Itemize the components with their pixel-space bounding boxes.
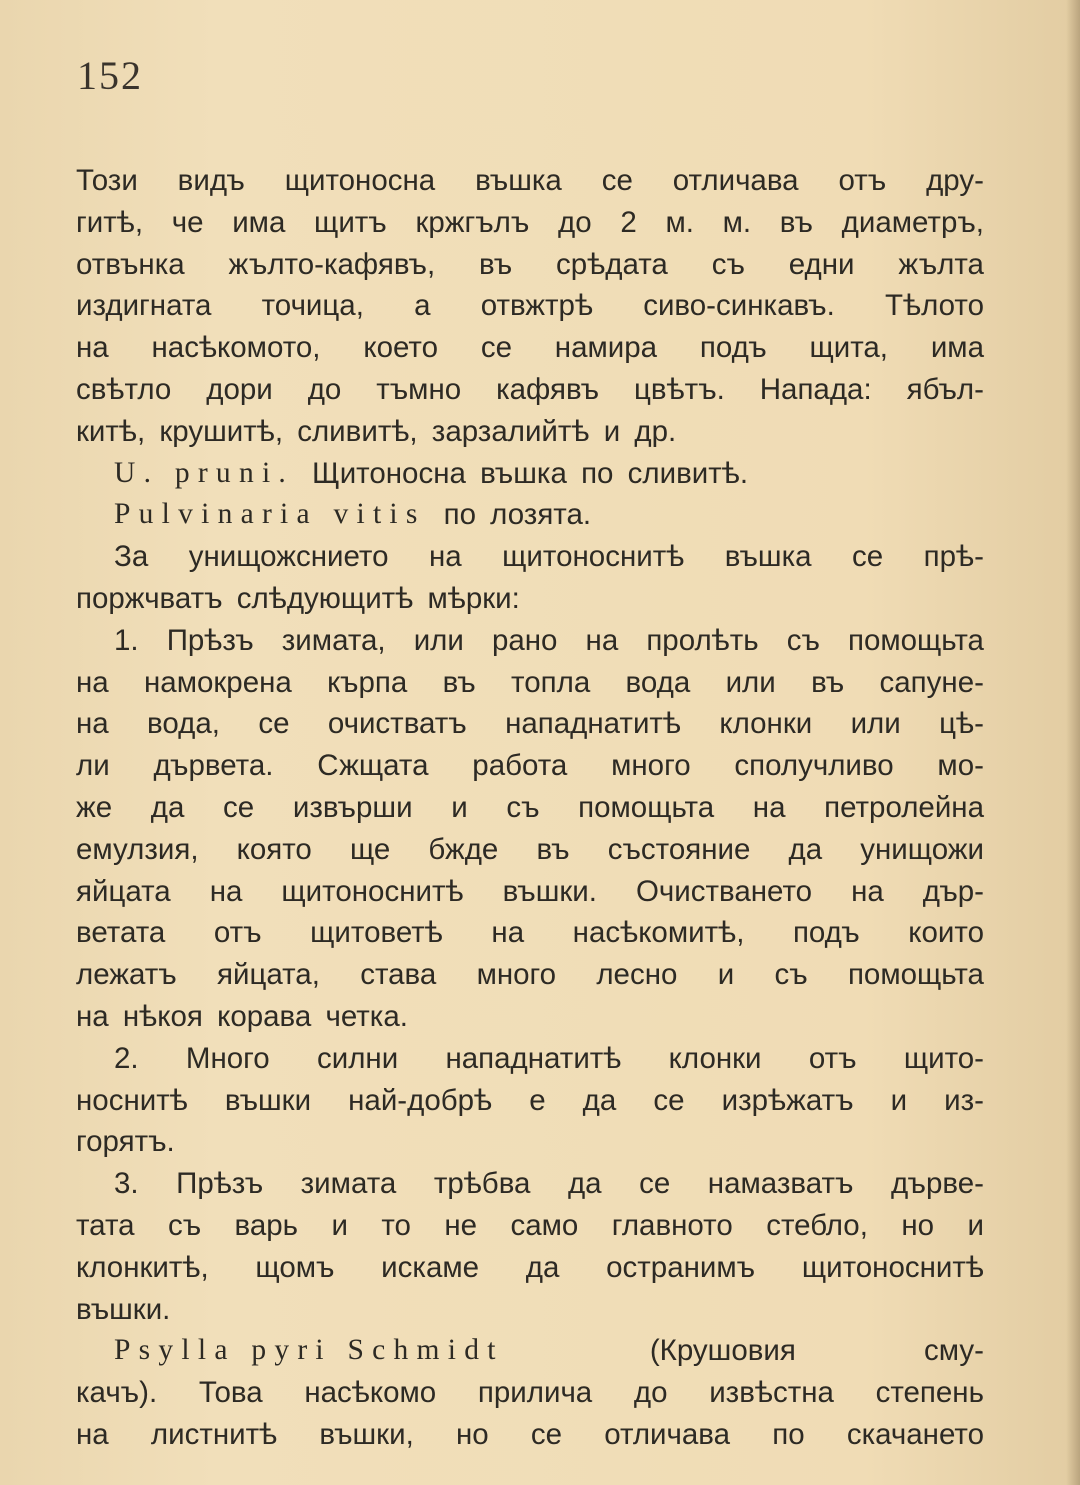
word: подъ (699, 331, 767, 365)
word: се (530, 1417, 563, 1451)
text-line (76, 787, 984, 829)
word: кржгълъ (415, 205, 530, 239)
line-text: Щитоносна въшка по сливитѣ. (312, 456, 749, 490)
word: лежатъ (76, 958, 177, 992)
word: точица, (261, 289, 364, 323)
word: съ (167, 1208, 202, 1242)
word: нападнатитѣ (445, 1041, 622, 1075)
word: е (529, 1083, 546, 1117)
word: на (76, 1417, 109, 1451)
word: намира (554, 331, 658, 365)
text-line (76, 494, 984, 536)
word: съ (506, 790, 540, 824)
word: съ (786, 623, 820, 657)
word: които (908, 916, 984, 950)
word: кърпа (327, 665, 408, 699)
text-line (76, 1372, 984, 1414)
word: силни (316, 1041, 399, 1075)
word: извърши (292, 790, 413, 824)
word: щитоноснитѣ (502, 540, 685, 574)
word: само (510, 1208, 579, 1242)
word: отъ (808, 1041, 857, 1075)
word: Много (185, 1041, 270, 1075)
word: щитъ (314, 205, 387, 239)
text-line (76, 620, 984, 662)
word: се (639, 1167, 671, 1201)
word: до (558, 205, 592, 239)
word: мо- (937, 749, 984, 783)
word: се (258, 707, 290, 741)
word: въ (779, 205, 813, 239)
word: насѣкомо (304, 1376, 437, 1410)
word: има (232, 205, 286, 239)
text-line (76, 453, 984, 495)
word: очистватъ (327, 707, 467, 741)
word: извѣстна (709, 1376, 834, 1410)
word: тъмно (376, 372, 462, 406)
word: дру- (926, 164, 984, 197)
latin-name: U. pruni. (114, 456, 295, 489)
page-number: 152 (77, 53, 143, 98)
word: да (582, 1083, 617, 1117)
word: въшки. (502, 874, 597, 908)
text-line (76, 996, 984, 1038)
word: бжде (428, 832, 499, 866)
latin-name: Pulvinaria vitis (114, 498, 426, 531)
word: жълто-кафявъ, (228, 247, 436, 281)
word: насѣкомото, (151, 331, 321, 365)
word: стебло, (766, 1208, 868, 1242)
word: сполучливо (734, 749, 894, 783)
word: жълта (898, 247, 984, 281)
text-line (76, 1330, 984, 1372)
word: м. (722, 205, 752, 239)
line-text: по лозята. (443, 498, 592, 532)
text-line (76, 1289, 984, 1331)
word: да (788, 832, 823, 866)
text-line (76, 369, 984, 411)
word: Прѣзъ (166, 623, 254, 657)
word: намазватъ (707, 1167, 854, 1201)
word: же (76, 790, 113, 824)
word: издигната (76, 289, 212, 323)
word: най-добрѣ (348, 1083, 493, 1117)
word: Прѣзъ (176, 1167, 264, 1201)
text-line (76, 745, 984, 787)
word: която (236, 832, 312, 866)
word: нападнатитѣ (505, 707, 682, 741)
word: въ (442, 665, 476, 699)
word: изрѣжатъ (721, 1083, 854, 1117)
word: листнитѣ (150, 1417, 278, 1451)
word: или (725, 665, 776, 699)
word: лесно (596, 958, 678, 992)
word: варь (234, 1208, 299, 1242)
text-line (76, 411, 984, 453)
word: на (428, 540, 462, 574)
word: отвънка (76, 247, 185, 281)
word: ветата (76, 916, 166, 950)
word: ли (76, 749, 110, 783)
word: и (331, 1208, 348, 1242)
word: щитоноснитѣ (281, 874, 464, 908)
word: цѣ- (939, 707, 984, 741)
text-line (76, 1414, 984, 1456)
word: въшка (724, 540, 812, 574)
word: (Крушовия (649, 1334, 796, 1368)
word: видъ (177, 164, 245, 197)
word: клонки (668, 1041, 762, 1075)
word: Сжщата (317, 749, 429, 783)
text-line (76, 1038, 984, 1080)
word: на (752, 790, 786, 824)
word: яйцата, (217, 958, 320, 992)
word: на (585, 623, 619, 657)
word: отъ (838, 164, 887, 197)
word: да (567, 1167, 602, 1201)
word: а (414, 289, 431, 323)
word: диаметръ, (841, 205, 984, 239)
word: трѣбва (433, 1167, 531, 1201)
word: по (772, 1417, 805, 1451)
word: отличава (604, 1417, 731, 1451)
word: щито- (903, 1041, 984, 1075)
word: остранимъ (606, 1250, 756, 1284)
word: на (491, 916, 525, 950)
word: да (150, 790, 185, 824)
word: дър- (922, 874, 984, 908)
word: много (476, 958, 557, 992)
word: насѣкомитѣ, (572, 916, 745, 950)
line-text: горятъ. (76, 1125, 175, 1159)
word: прѣ- (923, 540, 984, 574)
word: се (480, 331, 512, 365)
word: на (851, 874, 884, 908)
word: състояние (607, 832, 751, 866)
word: отвжтрѣ (480, 289, 594, 323)
text-line (76, 871, 984, 913)
word: или (850, 707, 901, 741)
word: рано (491, 623, 558, 657)
word: до (307, 372, 342, 406)
text-line (76, 244, 984, 286)
text-line (76, 160, 984, 202)
word: до (633, 1376, 668, 1410)
word: дори (206, 372, 273, 406)
word: носнитѣ (76, 1083, 188, 1117)
word: щитоноснитѣ (801, 1250, 984, 1284)
word: на (76, 665, 109, 699)
text-line (76, 202, 984, 244)
word: 2. (114, 1041, 139, 1075)
word: съ (774, 958, 808, 992)
word: вода (625, 665, 691, 699)
word: но (901, 1208, 935, 1242)
word: и (717, 958, 735, 992)
word: цвѣтъ. (634, 372, 725, 406)
word: скачането (846, 1417, 984, 1451)
word: се (223, 790, 255, 824)
word: срѣдата (556, 247, 668, 281)
text-line (76, 1247, 984, 1289)
word: степень (875, 1376, 984, 1410)
word: сиво-синкавъ. (643, 289, 835, 323)
word: едни (788, 247, 855, 281)
word: не (444, 1208, 478, 1242)
word: отъ (213, 916, 262, 950)
line-text: поржчватъ слѣдующитѣ мѣрки: (76, 581, 520, 615)
word: намокрена (144, 665, 292, 699)
line-text: китѣ, крушитѣ, сливитѣ, зарзалийтѣ и др. (76, 414, 677, 448)
word: прилича (477, 1376, 593, 1410)
word: гитѣ, (76, 205, 144, 239)
word: въшки (224, 1083, 312, 1117)
word: свѣтло (76, 372, 172, 406)
text-line (76, 1080, 984, 1122)
word: но (455, 1417, 489, 1451)
word: топла (511, 665, 591, 699)
word: петролейна (824, 790, 984, 824)
word: помощьта (578, 790, 715, 824)
word: 1. (114, 623, 139, 657)
word: из- (944, 1083, 984, 1117)
latin-name: Psylla pyri Schmidt (114, 1334, 504, 1367)
word: главното (611, 1208, 733, 1242)
word: яйцата (76, 874, 171, 908)
word: дърве- (890, 1167, 984, 1201)
word: За (114, 540, 149, 574)
word: въ (479, 247, 513, 281)
word: искаме (381, 1250, 480, 1284)
word: помощьта (847, 623, 984, 657)
word: вода, (147, 707, 220, 741)
word: и (890, 1083, 908, 1117)
text-line (76, 954, 984, 996)
word: то (381, 1208, 411, 1242)
word: въ (536, 832, 570, 866)
word: много (611, 749, 691, 783)
text-line (76, 285, 984, 327)
text-line (76, 912, 984, 954)
word: помощьта (847, 958, 984, 992)
word: което (363, 331, 438, 365)
word: се (601, 164, 633, 197)
word: 3. (114, 1167, 139, 1201)
word: се (852, 540, 884, 574)
text-line (76, 327, 984, 369)
word: сапуне- (879, 665, 984, 699)
word: щитоветѣ (310, 916, 443, 950)
word: работа (472, 749, 568, 783)
word: щита, (809, 331, 888, 365)
word: клонки (719, 707, 813, 741)
word: и (451, 790, 468, 824)
word: Този (76, 164, 138, 197)
word: дървета. (153, 749, 274, 783)
word: съ (711, 247, 745, 281)
word: на (76, 331, 109, 365)
text-line (76, 1121, 984, 1163)
line-text: въшки. (76, 1292, 171, 1326)
word: да (525, 1250, 560, 1284)
word: унищожснието (188, 540, 389, 574)
word: въшки, (319, 1417, 414, 1451)
word: има (930, 331, 984, 365)
text-line (76, 703, 984, 745)
word: на (209, 874, 243, 908)
word: на (76, 707, 109, 741)
word: кафявъ (496, 372, 600, 406)
text-line (76, 536, 984, 578)
text-line (76, 662, 984, 704)
word: въшка (475, 164, 562, 197)
word: зимата, (281, 623, 386, 657)
word: ще (349, 832, 391, 866)
word: качъ). (76, 1376, 158, 1410)
text-line (76, 1163, 984, 1205)
word: Тѣлото (884, 289, 984, 323)
word: или (413, 623, 464, 657)
page-edge-shadow (1066, 0, 1080, 1485)
word: м. (665, 205, 694, 239)
text-line (76, 578, 984, 620)
word: въ (811, 665, 845, 699)
word: щитоносна (284, 164, 436, 197)
word: се (653, 1083, 685, 1117)
text-line (76, 1205, 984, 1247)
word: щомъ (255, 1250, 335, 1284)
word: ябъл- (906, 372, 984, 406)
line-text: на нѣкоя корава четка. (76, 999, 408, 1033)
word: подъ (792, 916, 860, 950)
word: отличава (672, 164, 799, 197)
word: клонкитѣ, (76, 1250, 209, 1284)
word: 2 (620, 205, 637, 239)
word: Очистването (635, 874, 813, 908)
word: Напада: (759, 372, 872, 406)
word: става (360, 958, 437, 992)
word: емулзия, (76, 832, 199, 866)
body-text (76, 160, 984, 1456)
word: сму- (924, 1334, 984, 1368)
word: че (171, 205, 204, 239)
text-line (76, 829, 984, 871)
word: Това (198, 1376, 263, 1410)
word: тата (76, 1208, 135, 1242)
word: унищожи (860, 832, 984, 866)
word: и (967, 1208, 984, 1242)
word: зимата (300, 1167, 397, 1201)
word: пролѣть (646, 623, 759, 657)
